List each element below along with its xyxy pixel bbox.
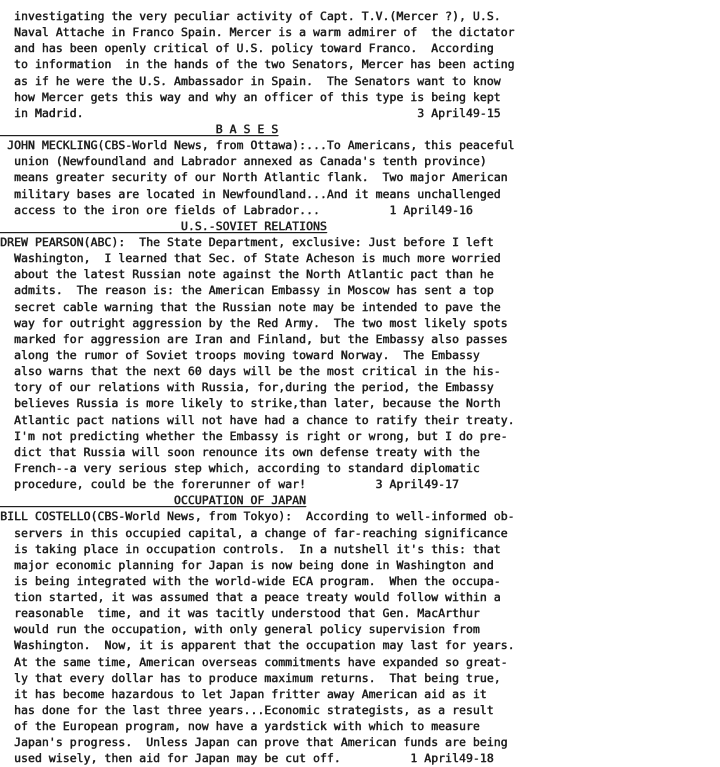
text-line: believes Russia is more likely to strike,than later, because the North [0,396,501,411]
text-line: means greater security of our North Atlantic flank. Two major American [0,170,508,185]
text-line: reasonable time, and it was tacitly understood that Gen. MacArthur [0,606,480,621]
text-line: I'm not predicting whether the Embassy is right or wrong, but I do pre- [0,428,508,443]
text-line: and has been openly critical of U.S. policy toward Franco. According [0,41,494,56]
text-line: also warns that the next 60 days will be the most critical in the his- [0,364,501,379]
text-line-with-reference: in Madrid. 3 April49-15 [0,105,501,120]
text-line-with-reference: access to the iron ore fields of Labrador... 1 April49-16 [0,202,473,217]
text-line-with-reference: procedure, could be the forerunner of war! 3 April49-17 [0,477,459,492]
text-line: how Mercer gets this way and why an officer of this type is being kept [0,89,501,104]
speaker-line-meckling: JOHN MECKLING(CBS-World News, from Ottawa):...To Americans, this peaceful [0,138,515,153]
text-line: as if he were the U.S. Ambassador in Spain. The Senators want to know [0,73,501,88]
text-line: At the same time, American overseas commitments have expanded so great- [0,654,508,669]
text-line: ly that every dollar has to produce maximum returns. That being true, [0,670,501,685]
text-line: is taking place in occupation controls. In a nutshell it's this: that [0,541,501,556]
text-line: Atlantic pact nations will not have had a chance to ratify their treaty. [0,412,515,427]
text-line: admits. The reason is: the American Embassy in Moscow has sent a top [0,283,494,298]
text-line: tion started, it was assumed that a peace treaty would follow within a [0,590,501,605]
text-line: Naval Attache in Franco Spain. Mercer is a warm admirer of the dictator [0,25,515,40]
section-heading-occupation-of-japan: OCCUPATION OF JAPAN [0,493,306,508]
text-line-with-reference: used wisely, then aid for Japan may be cut off. 1 April49-18 [0,751,494,766]
text-line: way for outright aggression by the Red Army. The two most likely spots [0,315,508,330]
section-heading-bases: B A S E S [0,121,279,136]
text-line: marked for aggression are Iran and Finland, but the Embassy also passes [0,331,508,346]
text-line: about the latest Russian note against the North Atlantic pact than he [0,267,494,282]
text-line: union (Newfoundland and Labrador annexed as Canada's tenth province) [0,154,487,169]
text-line: Japan's progress. Unless Japan can prove that American funds are being [0,735,508,750]
text-line: servers in this occupied capital, a change of far-reaching significance [0,525,508,540]
text-line: French--a very serious step which, according to standard diplomatic [0,460,480,475]
text-line: military bases are located in Newfoundland...And it means unchallenged [0,186,501,201]
section-heading-us-soviet-relations: U.S.-SOVIET RELATIONS [0,218,327,233]
text-line: secret cable warning that the Russian note may be intended to pave the [0,299,501,314]
text-line: major economic planning for Japan is now being done in Washington and [0,557,494,572]
text-line: tory of our relations with Russia, for,during the period, the Embassy [0,380,494,395]
speaker-line-costello: BILL COSTELLO(CBS-World News, from Tokyo): According to well-informed ob- [0,509,515,524]
text-line: along the rumor of Soviet troops moving toward Norway. The Embassy [0,347,480,362]
text-line: of the European program, now have a yardstick with which to measure [0,719,480,734]
text-line: has done for the last three years...Economic strategists, as a result [0,703,494,718]
text-line: Washington. Now, it is apparent that the occupation may last for years. [0,638,515,653]
text-line: dict that Russia will soon renounce its own defense treaty with the [0,444,480,459]
speaker-line-pearson: DREW PEARSON(ABC): The State Department, exclusive: Just before I left [0,234,494,249]
text-line: Washington, I learned that Sec. of State Acheson is much more worried [0,251,501,266]
text-line: is being integrated with the world-wide ECA program. When the occupa- [0,573,501,588]
text-line: would run the occupation, with only general policy supervision from [0,622,480,637]
text-line: investigating the very peculiar activity of Capt. T.V.(Mercer ?), U.S. [0,9,501,23]
text-line: it has become hazardous to let Japan fritter away American aid as it [0,686,487,701]
text-line: to information in the hands of the two Senators, Mercer has been acting [0,57,515,72]
